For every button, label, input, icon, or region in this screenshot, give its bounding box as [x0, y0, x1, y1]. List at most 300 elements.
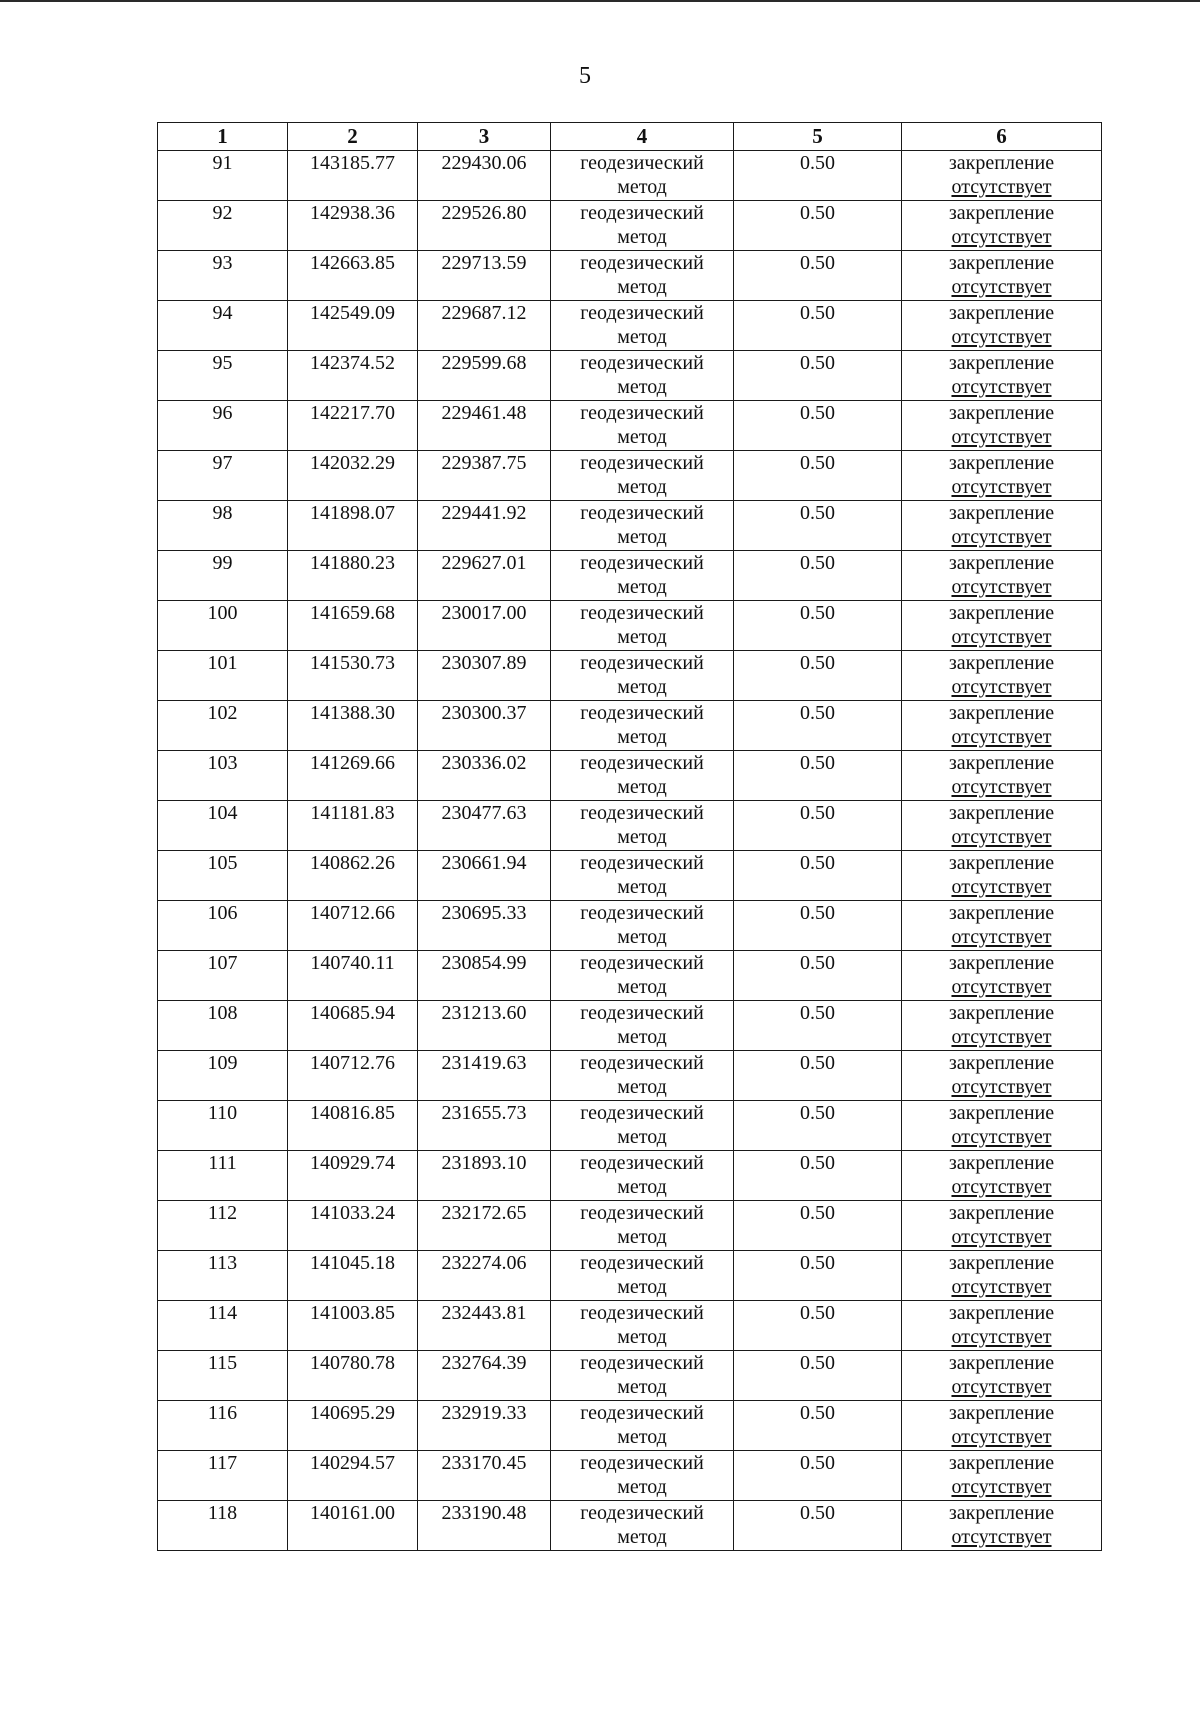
method-line: метод	[617, 926, 667, 948]
fixing-line: закрепление	[948, 502, 1055, 524]
method-cell	[551, 351, 734, 401]
table-row	[158, 851, 1102, 901]
method-line: метод	[617, 726, 667, 748]
table-row	[158, 651, 1102, 701]
fixing-line: отсутствует	[951, 1126, 1052, 1148]
fixing-line: закрепление	[948, 1202, 1055, 1224]
point-number-cell: 117	[158, 1451, 288, 1501]
fixing-line: отсутствует	[951, 326, 1052, 348]
point-number-cell: 105	[158, 851, 288, 901]
x-coordinate-cell: 141269.66	[288, 751, 418, 801]
fixing-cell	[902, 151, 1102, 201]
method-line: геодезический	[580, 1052, 704, 1074]
x-coordinate-cell: 141033.24	[288, 1201, 418, 1251]
method-line: геодезический	[580, 402, 704, 424]
table-row	[158, 401, 1102, 451]
point-number-cell: 92	[158, 201, 288, 251]
page-number: 5	[579, 63, 591, 89]
point-number-cell: 103	[158, 751, 288, 801]
y-coordinate-cell: 232172.65	[418, 1201, 551, 1251]
method-line: геодезический	[580, 752, 704, 774]
y-coordinate-cell: 231419.63	[418, 1051, 551, 1101]
method-line: геодезический	[580, 1002, 704, 1024]
method-cell	[551, 651, 734, 701]
fixing-cell	[902, 851, 1102, 901]
accuracy-cell: 0.50	[734, 1051, 902, 1101]
table-row	[158, 301, 1102, 351]
table-row	[158, 1301, 1102, 1351]
fixing-cell	[902, 1051, 1102, 1101]
column-header: 1	[158, 123, 288, 151]
fixing-line: закрепление	[948, 1402, 1055, 1424]
table-row	[158, 1101, 1102, 1151]
x-coordinate-cell: 141530.73	[288, 651, 418, 701]
fixing-cell	[902, 701, 1102, 751]
coordinates-table	[157, 122, 1102, 1551]
method-line: геодезический	[580, 802, 704, 824]
x-coordinate-cell: 140862.26	[288, 851, 418, 901]
method-line: метод	[617, 1526, 667, 1548]
method-line: метод	[617, 1226, 667, 1248]
point-number-cell: 99	[158, 551, 288, 601]
table-row	[158, 701, 1102, 751]
point-number-cell: 114	[158, 1301, 288, 1351]
accuracy-cell: 0.50	[734, 351, 902, 401]
fixing-line: отсутствует	[951, 1526, 1052, 1548]
method-line: геодезический	[580, 1202, 704, 1224]
fixing-line: отсутствует	[951, 476, 1052, 498]
x-coordinate-cell: 140712.66	[288, 901, 418, 951]
y-coordinate-cell: 230300.37	[418, 701, 551, 751]
point-number-cell: 100	[158, 601, 288, 651]
fixing-line: отсутствует	[951, 1276, 1052, 1298]
fixing-line: закрепление	[948, 152, 1055, 174]
accuracy-cell: 0.50	[734, 901, 902, 951]
fixing-line: закрепление	[948, 552, 1055, 574]
method-line: метод	[617, 276, 667, 298]
fixing-line: закрепление	[948, 902, 1055, 924]
x-coordinate-cell: 140695.29	[288, 1401, 418, 1451]
point-number-cell: 98	[158, 501, 288, 551]
column-header: 3	[418, 123, 551, 151]
point-number-cell: 91	[158, 151, 288, 201]
fixing-cell	[902, 1001, 1102, 1051]
method-line: метод	[617, 326, 667, 348]
point-number-cell: 110	[158, 1101, 288, 1151]
fixing-cell	[902, 501, 1102, 551]
y-coordinate-cell: 231655.73	[418, 1101, 551, 1151]
method-cell	[551, 1501, 734, 1551]
fixing-line: отсутствует	[951, 1426, 1052, 1448]
y-coordinate-cell: 229526.80	[418, 201, 551, 251]
y-coordinate-cell: 229387.75	[418, 451, 551, 501]
method-line: геодезический	[580, 452, 704, 474]
accuracy-cell: 0.50	[734, 801, 902, 851]
point-number-cell: 116	[158, 1401, 288, 1451]
fixing-cell	[902, 601, 1102, 651]
method-line: геодезический	[580, 1402, 704, 1424]
accuracy-cell: 0.50	[734, 701, 902, 751]
method-cell	[551, 901, 734, 951]
x-coordinate-cell: 141880.23	[288, 551, 418, 601]
fixing-line: отсутствует	[951, 1176, 1052, 1198]
method-line: метод	[617, 776, 667, 798]
x-coordinate-cell: 140780.78	[288, 1351, 418, 1401]
accuracy-cell: 0.50	[734, 1301, 902, 1351]
y-coordinate-cell: 233170.45	[418, 1451, 551, 1501]
fixing-line: отсутствует	[951, 1376, 1052, 1398]
method-line: метод	[617, 1176, 667, 1198]
fixing-line: отсутствует	[951, 876, 1052, 898]
fixing-line: отсутствует	[951, 626, 1052, 648]
method-cell	[551, 501, 734, 551]
fixing-line: закрепление	[948, 1002, 1055, 1024]
accuracy-cell: 0.50	[734, 651, 902, 701]
fixing-line: отсутствует	[951, 776, 1052, 798]
method-cell	[551, 1451, 734, 1501]
method-line: метод	[617, 426, 667, 448]
method-cell	[551, 1301, 734, 1351]
table-row	[158, 751, 1102, 801]
method-line: метод	[617, 876, 667, 898]
fixing-cell	[902, 801, 1102, 851]
method-cell	[551, 1401, 734, 1451]
column-header: 5	[734, 123, 902, 151]
fixing-line: закрепление	[948, 352, 1055, 374]
accuracy-cell: 0.50	[734, 1101, 902, 1151]
table-row	[158, 1501, 1102, 1551]
fixing-line: закрепление	[948, 702, 1055, 724]
table-body	[158, 151, 1102, 1551]
method-line: геодезический	[580, 902, 704, 924]
method-line: метод	[617, 476, 667, 498]
point-number-cell: 104	[158, 801, 288, 851]
y-coordinate-cell: 229461.48	[418, 401, 551, 451]
y-coordinate-cell: 231213.60	[418, 1001, 551, 1051]
fixing-line: отсутствует	[951, 1326, 1052, 1348]
method-line: метод	[617, 1476, 667, 1498]
fixing-line: закрепление	[948, 452, 1055, 474]
column-header: 6	[902, 123, 1102, 151]
method-line: метод	[617, 1376, 667, 1398]
table-row	[158, 801, 1102, 851]
x-coordinate-cell: 142663.85	[288, 251, 418, 301]
method-line: геодезический	[580, 252, 704, 274]
y-coordinate-cell: 232274.06	[418, 1251, 551, 1301]
x-coordinate-cell: 141181.83	[288, 801, 418, 851]
fixing-line: отсутствует	[951, 1026, 1052, 1048]
fixing-line: отсутствует	[951, 376, 1052, 398]
method-line: геодезический	[580, 202, 704, 224]
fixing-cell	[902, 1301, 1102, 1351]
y-coordinate-cell: 230854.99	[418, 951, 551, 1001]
method-cell	[551, 1051, 734, 1101]
fixing-line: закрепление	[948, 402, 1055, 424]
point-number-cell: 106	[158, 901, 288, 951]
method-line: геодезический	[580, 652, 704, 674]
fixing-line: отсутствует	[951, 1476, 1052, 1498]
x-coordinate-cell: 142938.36	[288, 201, 418, 251]
fixing-cell	[902, 901, 1102, 951]
fixing-line: отсутствует	[951, 576, 1052, 598]
x-coordinate-cell: 142032.29	[288, 451, 418, 501]
point-number-cell: 96	[158, 401, 288, 451]
fixing-line: закрепление	[948, 252, 1055, 274]
x-coordinate-cell: 141898.07	[288, 501, 418, 551]
method-line: метод	[617, 976, 667, 998]
table-row	[158, 501, 1102, 551]
fixing-line: закрепление	[948, 652, 1055, 674]
method-line: геодезический	[580, 552, 704, 574]
table-row	[158, 1401, 1102, 1451]
method-cell	[551, 1001, 734, 1051]
y-coordinate-cell: 232919.33	[418, 1401, 551, 1451]
accuracy-cell: 0.50	[734, 551, 902, 601]
column-header: 2	[288, 123, 418, 151]
fixing-line: закрепление	[948, 1102, 1055, 1124]
fixing-cell	[902, 651, 1102, 701]
method-line: геодезический	[580, 502, 704, 524]
point-number-cell: 107	[158, 951, 288, 1001]
method-line: метод	[617, 226, 667, 248]
accuracy-cell: 0.50	[734, 601, 902, 651]
method-line: геодезический	[580, 852, 704, 874]
table-row	[158, 551, 1102, 601]
y-coordinate-cell: 229713.59	[418, 251, 551, 301]
x-coordinate-cell: 140294.57	[288, 1451, 418, 1501]
method-line: метод	[617, 1026, 667, 1048]
x-coordinate-cell: 142374.52	[288, 351, 418, 401]
table-row	[158, 1451, 1102, 1501]
fixing-cell	[902, 1451, 1102, 1501]
method-line: геодезический	[580, 1452, 704, 1474]
method-line: геодезический	[580, 602, 704, 624]
table-row	[158, 1051, 1102, 1101]
method-line: метод	[617, 1126, 667, 1148]
fixing-cell	[902, 301, 1102, 351]
fixing-line: отсутствует	[951, 976, 1052, 998]
point-number-cell: 94	[158, 301, 288, 351]
y-coordinate-cell: 229599.68	[418, 351, 551, 401]
y-coordinate-cell: 229441.92	[418, 501, 551, 551]
method-cell	[551, 601, 734, 651]
x-coordinate-cell: 141045.18	[288, 1251, 418, 1301]
method-line: геодезический	[580, 302, 704, 324]
fixing-cell	[902, 1151, 1102, 1201]
point-number-cell: 118	[158, 1501, 288, 1551]
fixing-line: закрепление	[948, 302, 1055, 324]
method-cell	[551, 1351, 734, 1401]
fixing-cell	[902, 251, 1102, 301]
method-cell	[551, 1251, 734, 1301]
method-line: геодезический	[580, 1502, 704, 1524]
fixing-line: отсутствует	[951, 226, 1052, 248]
fixing-line: отсутствует	[951, 676, 1052, 698]
accuracy-cell: 0.50	[734, 1151, 902, 1201]
method-cell	[551, 401, 734, 451]
fixing-line: закрепление	[948, 952, 1055, 974]
table-row	[158, 601, 1102, 651]
method-cell	[551, 451, 734, 501]
table-row	[158, 251, 1102, 301]
method-line: метод	[617, 1276, 667, 1298]
fixing-line: закрепление	[948, 752, 1055, 774]
accuracy-cell: 0.50	[734, 1501, 902, 1551]
table-header	[158, 123, 1102, 151]
table-row	[158, 451, 1102, 501]
header-row	[158, 123, 1102, 151]
x-coordinate-cell: 140712.76	[288, 1051, 418, 1101]
fixing-cell	[902, 401, 1102, 451]
accuracy-cell: 0.50	[734, 1351, 902, 1401]
x-coordinate-cell: 142549.09	[288, 301, 418, 351]
method-cell	[551, 801, 734, 851]
point-number-cell: 97	[158, 451, 288, 501]
accuracy-cell: 0.50	[734, 751, 902, 801]
y-coordinate-cell: 229627.01	[418, 551, 551, 601]
y-coordinate-cell: 230336.02	[418, 751, 551, 801]
method-line: метод	[617, 626, 667, 648]
y-coordinate-cell: 231893.10	[418, 1151, 551, 1201]
fixing-line: отсутствует	[951, 426, 1052, 448]
method-line: метод	[617, 676, 667, 698]
fixing-line: закрепление	[948, 602, 1055, 624]
accuracy-cell: 0.50	[734, 301, 902, 351]
method-line: метод	[617, 376, 667, 398]
y-coordinate-cell: 230661.94	[418, 851, 551, 901]
table-row	[158, 951, 1102, 1001]
accuracy-cell: 0.50	[734, 251, 902, 301]
x-coordinate-cell: 141388.30	[288, 701, 418, 751]
fixing-line: закрепление	[948, 1152, 1055, 1174]
x-coordinate-cell: 141659.68	[288, 601, 418, 651]
fixing-cell	[902, 1401, 1102, 1451]
fixing-cell	[902, 751, 1102, 801]
accuracy-cell: 0.50	[734, 951, 902, 1001]
y-coordinate-cell: 230477.63	[418, 801, 551, 851]
fixing-cell	[902, 201, 1102, 251]
method-line: метод	[617, 526, 667, 548]
method-cell	[551, 751, 734, 801]
table-row	[158, 351, 1102, 401]
column-header: 4	[551, 123, 734, 151]
fixing-cell	[902, 1501, 1102, 1551]
fixing-line: закрепление	[948, 202, 1055, 224]
y-coordinate-cell: 230695.33	[418, 901, 551, 951]
accuracy-cell: 0.50	[734, 201, 902, 251]
fixing-line: закрепление	[948, 1352, 1055, 1374]
method-cell	[551, 301, 734, 351]
point-number-cell: 111	[158, 1151, 288, 1201]
method-line: метод	[617, 176, 667, 198]
fixing-line: отсутствует	[951, 176, 1052, 198]
table-row	[158, 201, 1102, 251]
fixing-cell	[902, 1101, 1102, 1151]
accuracy-cell: 0.50	[734, 451, 902, 501]
fixing-line: закрепление	[948, 1302, 1055, 1324]
table-row	[158, 1151, 1102, 1201]
method-line: геодезический	[580, 1302, 704, 1324]
accuracy-cell: 0.50	[734, 501, 902, 551]
fixing-cell	[902, 451, 1102, 501]
fixing-cell	[902, 351, 1102, 401]
x-coordinate-cell: 140929.74	[288, 1151, 418, 1201]
accuracy-cell: 0.50	[734, 1251, 902, 1301]
method-line: геодезический	[580, 1252, 704, 1274]
method-line: геодезический	[580, 1352, 704, 1374]
y-coordinate-cell: 230017.00	[418, 601, 551, 651]
fixing-line: закрепление	[948, 1452, 1055, 1474]
fixing-line: отсутствует	[951, 276, 1052, 298]
point-number-cell: 113	[158, 1251, 288, 1301]
method-cell	[551, 551, 734, 601]
fixing-cell	[902, 551, 1102, 601]
method-cell	[551, 1201, 734, 1251]
method-cell	[551, 851, 734, 901]
method-line: геодезический	[580, 702, 704, 724]
fixing-cell	[902, 1351, 1102, 1401]
point-number-cell: 108	[158, 1001, 288, 1051]
x-coordinate-cell: 142217.70	[288, 401, 418, 451]
method-cell	[551, 251, 734, 301]
table-row	[158, 901, 1102, 951]
method-cell	[551, 701, 734, 751]
method-line: метод	[617, 1326, 667, 1348]
y-coordinate-cell: 233190.48	[418, 1501, 551, 1551]
accuracy-cell: 0.50	[734, 1001, 902, 1051]
method-line: геодезический	[580, 1152, 704, 1174]
method-cell	[551, 151, 734, 201]
table-row	[158, 1351, 1102, 1401]
page-top-rule	[0, 0, 1200, 2]
point-number-cell: 109	[158, 1051, 288, 1101]
table-row	[158, 151, 1102, 201]
fixing-line: отсутствует	[951, 1226, 1052, 1248]
method-cell	[551, 201, 734, 251]
accuracy-cell: 0.50	[734, 151, 902, 201]
y-coordinate-cell: 232443.81	[418, 1301, 551, 1351]
method-line: метод	[617, 1076, 667, 1098]
point-number-cell: 93	[158, 251, 288, 301]
method-line: геодезический	[580, 952, 704, 974]
accuracy-cell: 0.50	[734, 401, 902, 451]
table-row	[158, 1201, 1102, 1251]
y-coordinate-cell: 232764.39	[418, 1351, 551, 1401]
point-number-cell: 102	[158, 701, 288, 751]
x-coordinate-cell: 143185.77	[288, 151, 418, 201]
method-line: геодезический	[580, 352, 704, 374]
table-row	[158, 1251, 1102, 1301]
fixing-line: закрепление	[948, 1252, 1055, 1274]
table-row	[158, 1001, 1102, 1051]
method-line: геодезический	[580, 152, 704, 174]
y-coordinate-cell: 230307.89	[418, 651, 551, 701]
fixing-cell	[902, 1201, 1102, 1251]
fixing-line: отсутствует	[951, 926, 1052, 948]
fixing-line: закрепление	[948, 1502, 1055, 1524]
x-coordinate-cell: 140161.00	[288, 1501, 418, 1551]
fixing-cell	[902, 1251, 1102, 1301]
accuracy-cell: 0.50	[734, 1201, 902, 1251]
x-coordinate-cell: 140740.11	[288, 951, 418, 1001]
fixing-line: отсутствует	[951, 1076, 1052, 1098]
fixing-line: закрепление	[948, 802, 1055, 824]
y-coordinate-cell: 229687.12	[418, 301, 551, 351]
method-line: геодезический	[580, 1102, 704, 1124]
x-coordinate-cell: 141003.85	[288, 1301, 418, 1351]
point-number-cell: 115	[158, 1351, 288, 1401]
method-line: метод	[617, 576, 667, 598]
